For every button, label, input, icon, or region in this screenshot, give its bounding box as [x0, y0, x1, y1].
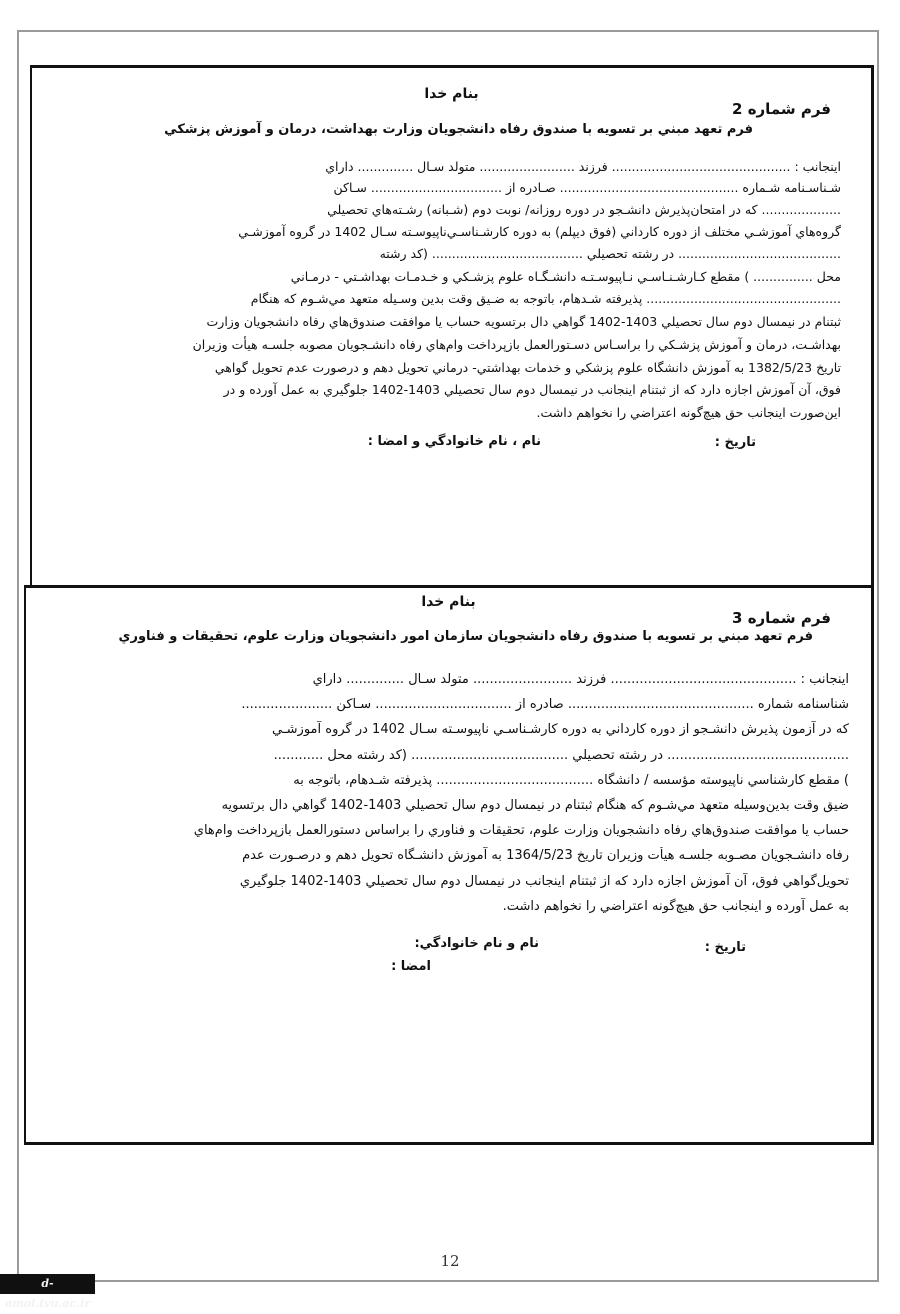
form-2-line: اين‌صورت اينجانب حق هيچ‌گونه اعتراضي را نخواهم داشت. — [536, 405, 841, 420]
form-3-line: به عمل آورده و اينجانب حق هيچ‌گونه اعتراضي را نخواهم داشت. — [502, 899, 849, 914]
form-3-bismillah: بنام خدا — [421, 594, 476, 610]
page-number: 12 — [440, 1252, 460, 1270]
form-2-date-label: تاريخ : — [714, 435, 756, 450]
form-3-line: اينجانب : ............................................. فرزند ........................ متولد سـال .............. داراي — [312, 672, 849, 687]
form-3-title: فرم تعهد مبني بر تسويه با صندوق رفاه دانشجويان سازمان امور دانشجويان وزارت علوم، تحقيقات و فناوري — [118, 629, 813, 644]
form-2-line: ثبتنام در نيمسال دوم سال تحصيلي 1403-1402 گواهي دال برتسويه حساب يا موافقت صندوق‌هاي رفاه دانشجويان وزارت — [206, 314, 841, 329]
form-2-line: ................................................. پذيرفته شـدهام، باتوجه به ضـيق وقت بدين وسـيله متعهد مي‌شـوم كه هنگام — [250, 291, 841, 306]
form-3-line: ............................................ در رشته تحصيلي ...................................... (كد رشته محل ............ — [273, 748, 849, 763]
site-watermark: d-amol.tvu.ac.ir — [0, 1274, 95, 1294]
form-2-number: فرم شماره 2 — [732, 100, 831, 118]
form-2-line: گروه‌هاي آموزشـي مختلف از دوره كارداني (فوق ديپلم) به دوره كارشـناسـي‌ناپيوسـته سـال 1402 در گروه آموزشـي — [238, 224, 841, 239]
form-2-line: اينجانب : ............................................. فرزند ........................ متولد سـال .............. داراي — [325, 159, 841, 174]
form-2-line: شـناسـنامه شـماره ............................................. صـادره از ................................. سـاكن — [333, 180, 841, 195]
form-3-name-label: نام و نام خانوادگي: — [414, 936, 539, 951]
form-2-line: .................... كه در امتحان‌پذيرش دانشـجو در دوره روزانه/ نوبت دوم (شـبانه) رشـته‌هاي تحصيلي — [327, 202, 841, 217]
form-2-title: فرم تعهد مبني بر تسويه با صندوق رفاه دانشجويان وزارت بهداشت، درمان و آموزش پزشكي — [164, 122, 753, 137]
form-3-date-label: تاريخ : — [704, 940, 746, 955]
form-3-line: تحويل‌گواهي فوق، آن آموزش اجازه دارد كه از ثبتنام اينجانب در نيمسال دوم سال تحصيلي 1403-1402 جلوگيري — [239, 874, 849, 889]
form-3-line: كه در آزمون پذيرش دانشـجو از دوره كارداني به دوره كارشـناسـي ناپيوسـته سـال 1402 در گروه آموزشـي — [272, 722, 849, 737]
form-3-box — [24, 585, 874, 1145]
form-3-line: شناسنامه شماره ............................................. صادره از ................................. سـاكن ...................... — [241, 697, 849, 712]
form-3-line: رفاه دانشـجويان مصـوبه جلسـه هيأت وزيران تاريخ 1364/5/23 به آموزش دانشـگاه تحويل دهم و درصـورت عدم — [242, 848, 849, 863]
form-2-line: فوق، آن آموزش اجازه دارد كه از ثبتنام اينجانب در نيمسال دوم سال تحصيلي 1403-1402 جلوگيري به عمل آورده و در — [223, 382, 841, 397]
form-2-line: بهداشـت، درمان و آموزش پزشـكي را براسـاس دسـتورالعمل بازپرداخت وام‌هاي رفاه دانشـجويان مصوبه جلسـه هيأت وزيران — [192, 337, 841, 352]
form-2-bismillah: بنام خدا — [424, 86, 479, 102]
form-2-box — [30, 65, 874, 587]
form-3-line: حساب يا موافقت صندوق‌هاي رفاه دانشجويان وزارت علوم، تحقيقات و فناوري را براساس دستورالعمل بازپرداخت وام‌هاي — [193, 823, 849, 838]
form-3-line: ) مقطع كارشناسي ناپيوسته مؤسسه / دانشگاه ...................................... پذيرفته شـدهام، باتوجه به — [293, 773, 849, 788]
form-2-signature-label: نام ، نام خانوادگي و امضا : — [367, 434, 541, 449]
form-3-number: فرم شماره 3 — [732, 609, 831, 627]
form-2-line: تاريخ 1382/5/23 به آموزش دانشگاه علوم پزشكي و خدمات بهداشتي- درماني تحويل دهم و درصورت عدم تحويل گواهي — [214, 360, 841, 375]
form-2-line: ......................................... در رشته تحصيلي ...................................... (كد رشته — [379, 246, 841, 261]
form-2-line: محل ............... ) مقطع كـارشـنـاسـي نـاپيوسـتـه دانشـگـاه علوم پزشـكي و خـدمـات بهداشـتي - درمـاني — [290, 269, 841, 284]
form-3-signature-label: امضا : — [391, 959, 431, 974]
form-3-line: ضيق وقت بدين‌وسيله متعهد مي‌شـوم كه هنگام ثبتنام در نيمسال دوم سال تحصيلي 1403-1402 گواهي دال برتسويه — [221, 798, 849, 813]
